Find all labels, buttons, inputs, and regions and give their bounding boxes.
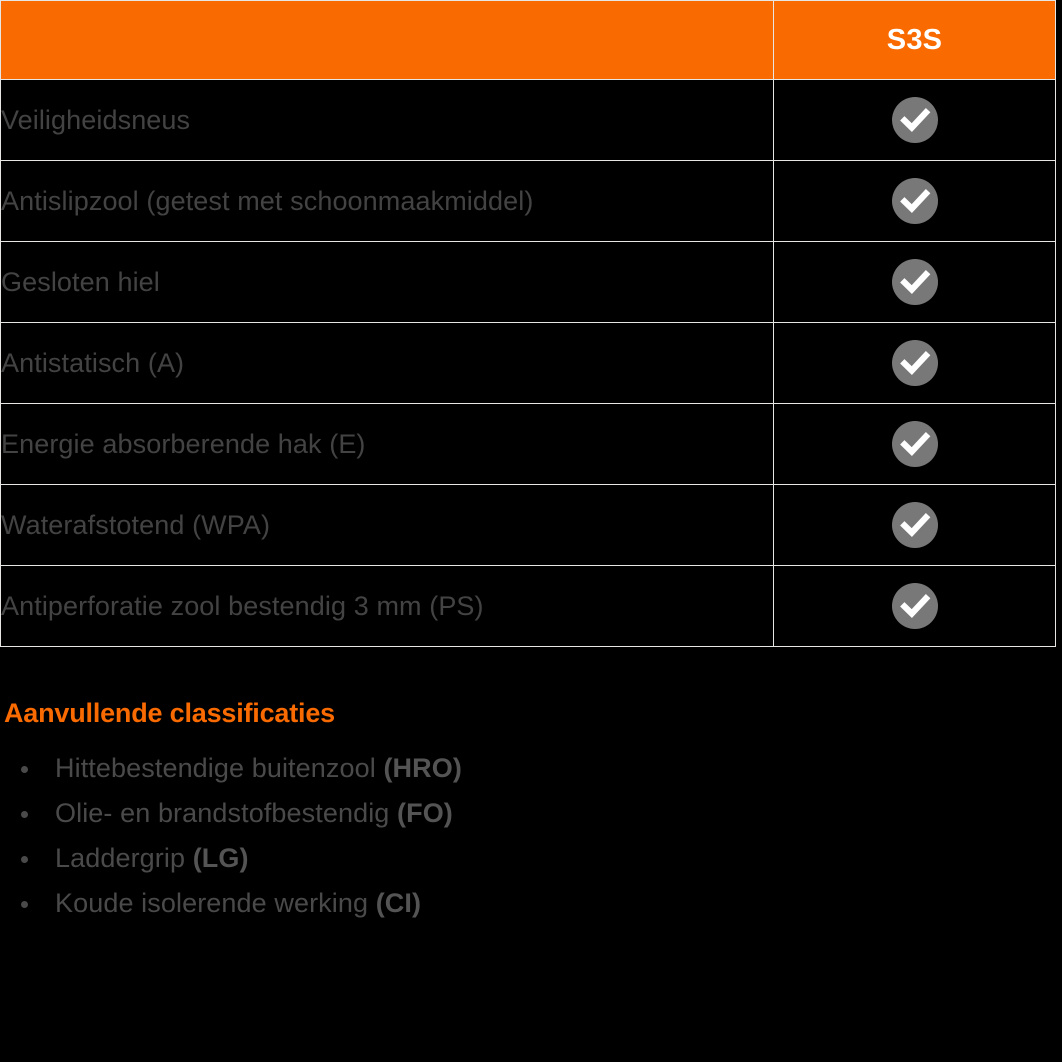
classification-label: Koude isolerende werking — [55, 888, 376, 918]
classification-code: (LG) — [192, 843, 249, 873]
additional-classifications-section — [0, 647, 1062, 926]
feature-value-cell — [774, 323, 1056, 404]
list-item — [0, 881, 1062, 926]
check-badge-icon — [891, 111, 939, 128]
feature-label: Antistatisch (A) — [1, 323, 774, 404]
feature-value-cell — [774, 485, 1056, 566]
feature-value-cell — [774, 161, 1056, 242]
check-badge-icon — [891, 516, 939, 533]
check-badge-icon — [891, 354, 939, 371]
classification-label: Hittebestendige buitenzool — [55, 753, 384, 783]
list-item — [0, 746, 1062, 791]
table-row — [1, 323, 1056, 404]
additional-classifications-list — [0, 727, 1062, 926]
classification-label: Olie- en brandstofbestendig — [55, 798, 398, 828]
feature-label: Energie absorberende hak (E) — [1, 404, 774, 485]
table-row — [1, 566, 1056, 647]
table-row — [1, 242, 1056, 323]
table-header — [1, 1, 1056, 80]
feature-label: Waterafstotend (WPA) — [1, 485, 774, 566]
classification-code: (FO) — [397, 798, 453, 828]
feature-value-cell — [774, 242, 1056, 323]
list-item — [0, 836, 1062, 881]
check-badge-icon — [891, 192, 939, 209]
table-body — [1, 80, 1056, 647]
classification-label: Laddergrip — [55, 843, 193, 873]
feature-label: Antislipzool (getest met schoonmaakmiddel) — [1, 161, 774, 242]
bullet-dot-icon — [21, 901, 28, 908]
feature-value-cell — [774, 404, 1056, 485]
check-badge-icon — [891, 435, 939, 452]
feature-value-cell — [774, 566, 1056, 647]
bullet-dot-icon — [21, 766, 28, 773]
feature-label: Veiligheidsneus — [1, 80, 774, 161]
additional-classifications-title: Aanvullende classificaties — [4, 698, 335, 728]
bullet-dot-icon — [21, 811, 28, 818]
list-item — [0, 791, 1062, 836]
table-header-product-s3s: S3S — [774, 1, 1056, 80]
table-row — [1, 485, 1056, 566]
feature-label: Antiperforatie zool bestendig 3 mm (PS) — [1, 566, 774, 647]
feature-label: Gesloten hiel — [1, 242, 774, 323]
table-row — [1, 161, 1056, 242]
table-row — [1, 80, 1056, 161]
classification-code: (HRO) — [383, 753, 462, 783]
check-badge-icon — [891, 597, 939, 614]
table-row — [1, 404, 1056, 485]
check-badge-icon — [891, 273, 939, 290]
table-header-feature-blank — [1, 1, 774, 80]
classification-code: (CI) — [375, 888, 422, 918]
table-header-row — [1, 1, 1056, 80]
feature-value-cell — [774, 80, 1056, 161]
bullet-dot-icon — [21, 856, 28, 863]
